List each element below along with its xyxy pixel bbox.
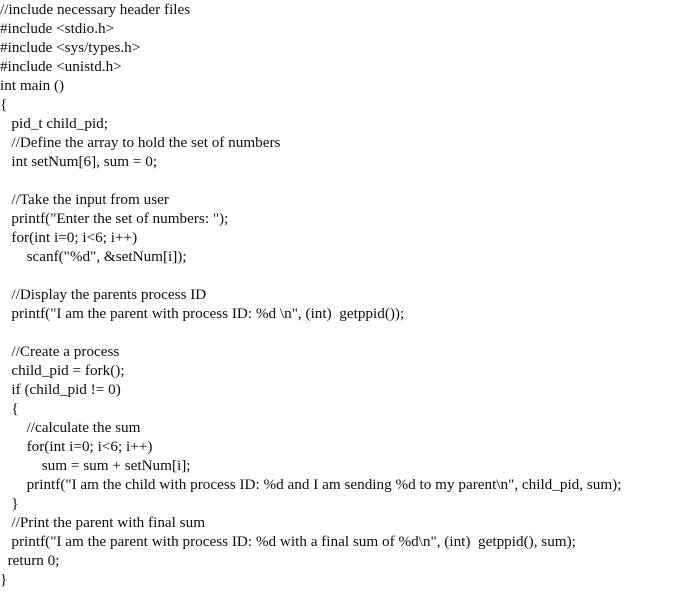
code-line-25: sum = sum + setNum[i]; [0, 457, 191, 474]
code-line-7: pid_t child_pid; [0, 115, 108, 132]
code-line-23: //calculate the sum [0, 419, 141, 436]
code-line-28: //Print the parent with final sum [0, 514, 206, 531]
code-line-1: //include necessary header files [0, 1, 191, 18]
code-line-8: //Define the array to hold the set of numbers [0, 134, 281, 151]
code-line-2: #include <stdio.h> [0, 20, 115, 37]
code-line-22: { [0, 400, 19, 417]
code-line-31: } [0, 571, 8, 588]
code-line-13: for(int i=0; i<6; i++) [0, 229, 138, 246]
code-line-26: printf("I am the child with process ID: %d and I am sending %d to my parent\n", child_pid, sum); [0, 476, 622, 493]
code-line-4: #include <unistd.h> [0, 58, 122, 75]
code-line-24: for(int i=0; i<6; i++) [0, 438, 153, 455]
code-line-14: scanf("%d", &setNum[i]); [0, 248, 187, 265]
code-line-20: child_pid = fork(); [0, 362, 125, 379]
code-line-11: //Take the input from user [0, 191, 169, 208]
code-line-19: //Create a process [0, 343, 120, 360]
code-line-30: return 0; [0, 552, 60, 569]
code-line-17: printf("I am the parent with process ID: %d \n", (int) getppid()); [0, 305, 405, 322]
code-line-21: if (child_pid != 0) [0, 381, 121, 398]
code-line-29: printf("I am the parent with process ID: %d with a final sum of %d\n", (int) getppid(), sum); [0, 533, 576, 550]
code-line-27: } [0, 495, 19, 512]
code-line-12: printf("Enter the set of numbers: "); [0, 210, 229, 227]
code-line-16: //Display the parents process ID [0, 286, 207, 303]
code-line-3: #include <sys/types.h> [0, 39, 141, 56]
code-line-9: int setNum[6], sum = 0; [0, 153, 158, 170]
code-line-6: { [0, 96, 8, 113]
code-line-5: int main () [0, 77, 65, 94]
